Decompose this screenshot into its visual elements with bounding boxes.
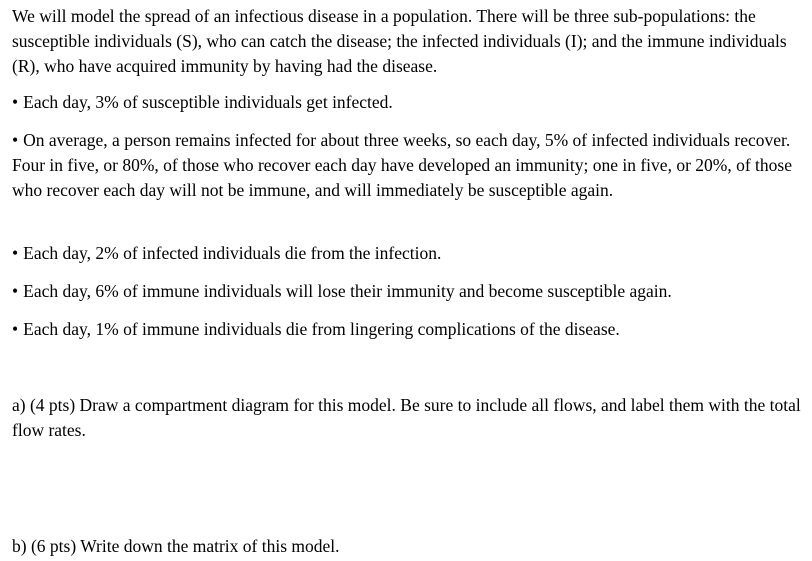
bullet-infection-rate [12,90,802,115]
bullet-text: Each day, 2% of infected individuals die from the infection. [23,243,442,263]
bullet-recovery-rate [12,128,802,203]
intro-paragraph: We will model the spread of an infectious disease in a population. There will be three sub-populations: the susceptible individuals (S), who can catch the disease; the infected individuals (I); and the immune individuals (R), who have acquired immunity by having had the disease. [12,6,787,76]
question-a: a) (4 pts) Draw a compartment diagram for this model. Be sure to include all flows, and label them with the total flow rates. [12,395,801,440]
bullet-mark: • [12,243,19,263]
bullet-mark: • [12,130,19,150]
bullet-mark: • [12,281,19,301]
bullet-text: Each day, 6% of immune individuals will lose their immunity and become susceptible again. [23,281,672,301]
bullet-infection-death-rate [12,241,802,266]
bullet-text: Each day, 3% of susceptible individuals get infected. [23,92,393,112]
bullet-immunity-loss-rate [12,279,802,304]
bullet-text: On average, a person remains infected for about three weeks, so each day, 5% of infected individuals recover. Four in five, or 80%, of those who recover each day have developed an immunity; one in five, or 20%, of those who recover each day will not be immune, and will immediately be susceptible again. [12,130,792,200]
bullet-text: Each day, 1% of immune individuals die from lingering complications of the disease. [23,319,620,339]
bullet-mark: • [12,92,19,112]
bullet-immune-death-rate [12,317,802,342]
bullet-mark: • [12,319,19,339]
question-b: b) (6 pts) Write down the matrix of this model. [12,536,340,556]
